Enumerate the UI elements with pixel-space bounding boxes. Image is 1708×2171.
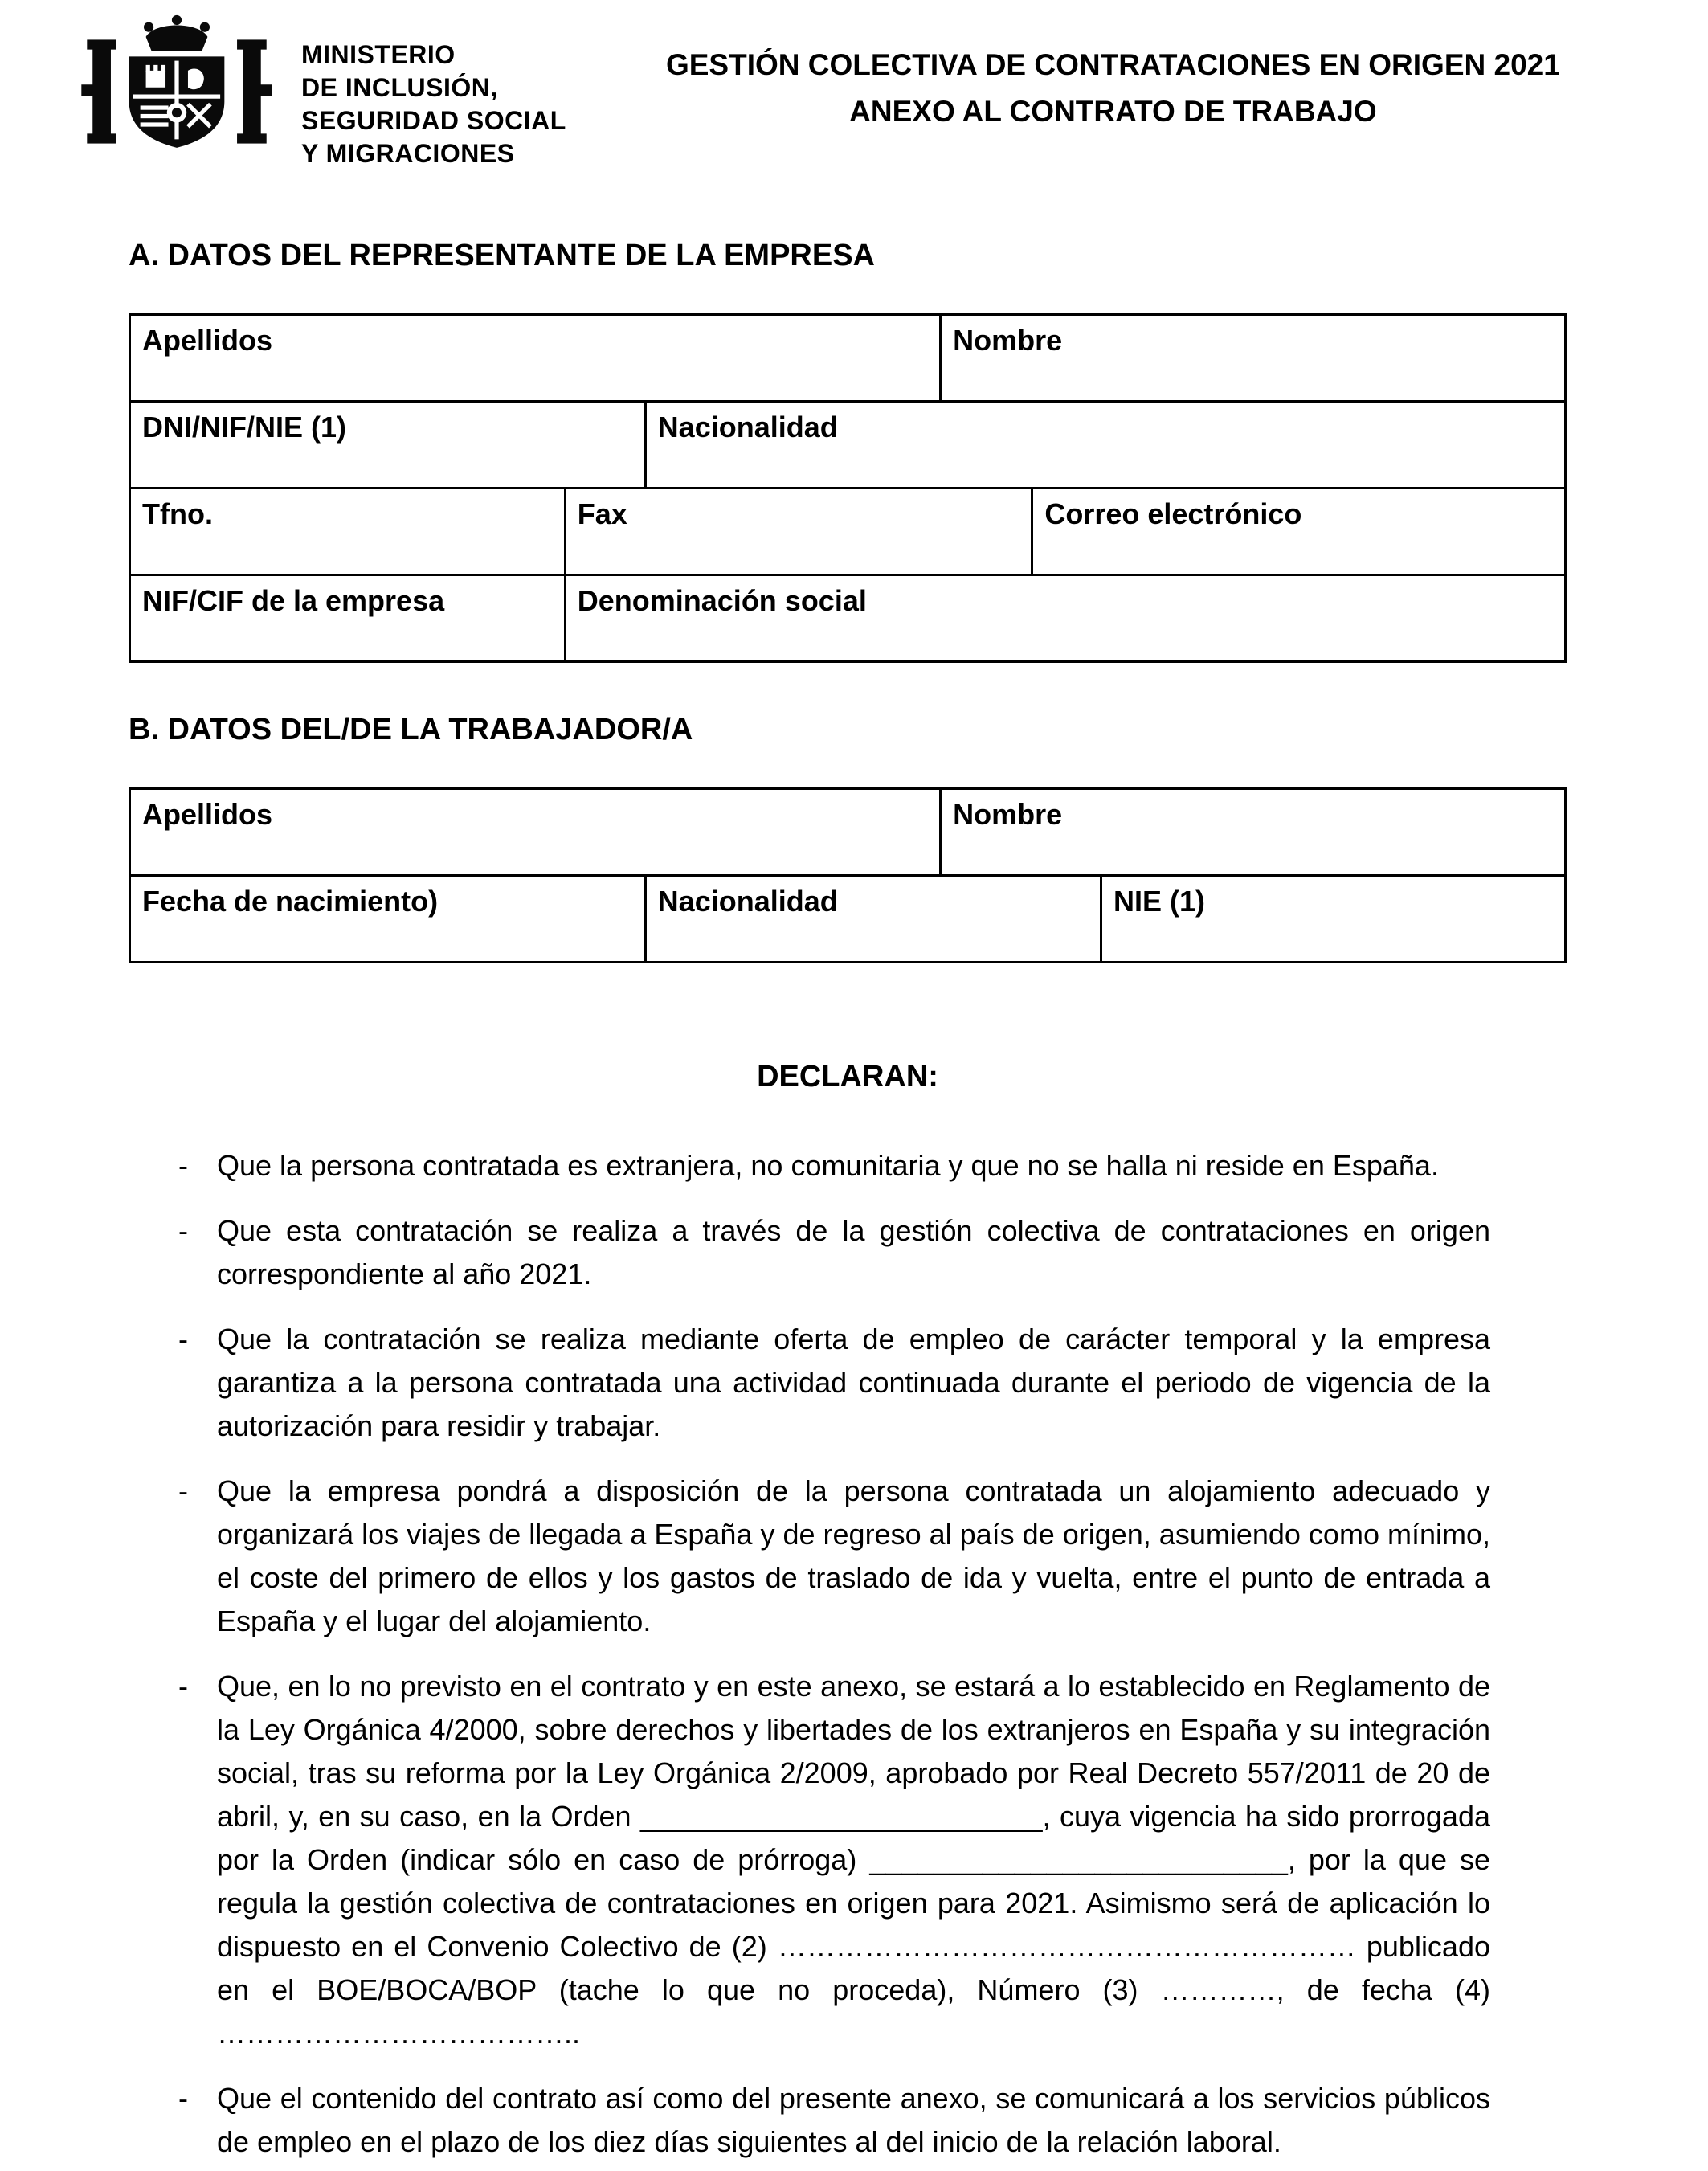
document-title-line1: GESTIÓN COLECTIVA DE CONTRATACIONES EN ORIGEN 2021 [665,48,1560,81]
declarations-list [129,1144,1567,2164]
table-row [131,874,1564,961]
document-title-line2: ANEXO AL CONTRATO DE TRABAJO [849,95,1377,128]
field-label: Correo electrónico [1044,497,1302,530]
field-nacionalidad-trabajador [644,877,1100,961]
table-row [131,400,1564,487]
ministry-line: Y MIGRACIONES [301,139,515,168]
document-body [129,239,1567,2164]
declaration-text: Que, en lo no previsto en el contrato y en este anexo, se estará a lo establecido en Reglamento de la Ley Orgánica 4/2000, sobre derechos y libertades de los extranjeros en España y su integración social, tras su reforma por la Ley Orgánica 2/2009, aprobado por Real Decreto 557/2011 de 20 de abril, y, en su caso, en la Orden _________________________, cuya vigencia ha sido prorrogada por la Orden (indicar sólo en caso de prórroga) __________________________, por la que se regula la gestión colectiva de contrataciones en origen para 2021. Asimismo será de aplicación lo dispuesto en el Convenio Colectivo de (2) …………………………………………………… publicado en el BOE/BOCA/BOP (tache lo que no proceda), Número (3) …………, de fecha (4) ……………………………….. [217,1670,1490,2050]
company-representative-table [129,313,1567,663]
bullet-dash: - [178,1474,188,1507]
table-row [131,790,1564,874]
bullet-dash: - [178,1214,188,1247]
document-header [0,0,1708,170]
field-label: Fecha de nacimiento) [142,885,439,918]
spain-coat-of-arms-icon [76,14,277,169]
declaration-item [178,1318,1490,1448]
field-label: Tfno. [142,497,213,530]
field-label: Nacionalidad [657,885,838,918]
declaration-text: Que la contratación se realiza mediante oferta de empleo de carácter temporal y la empresa garantiza a la persona contratada una actividad continuada durante el periodo de vigencia de la autorización para residir y trabajar. [217,1323,1490,1442]
field-nombre-empresa [939,316,1564,400]
field-label: Fax [577,497,627,530]
field-label: NIF/CIF de la empresa [142,584,445,617]
declaration-text: Que el contenido del contrato así como del presente anexo, se comunicará a los servicios públicos de empleo en el plazo de los diez días siguientes al del inicio de la relación laboral. [217,2082,1490,2158]
field-label: Apellidos [142,798,273,831]
field-label: Nombre [953,324,1063,357]
field-denominacion-social [564,576,1564,660]
declaration-item [178,1209,1490,1296]
field-label: Nacionalidad [657,411,838,444]
field-nif-cif-empresa [131,576,564,660]
field-label: Nombre [953,798,1063,831]
field-nacionalidad-empresa [644,403,1564,487]
field-dni-nif-nie [131,403,644,487]
ministry-line: MINISTERIO [301,40,456,69]
document-title [566,14,1660,135]
field-label: Apellidos [142,324,273,357]
section-a-heading: A. DATOS DEL REPRESENTANTE DE LA EMPRESA [129,239,875,272]
declaration-item [178,1665,1490,2055]
declaration-text: Que la empresa pondrá a disposición de la persona contratada un alojamiento adecuado y organizará los viajes de llegada a España y de regreso al país de origen, asumiendo como mínimo, el coste del primero de ellos y los gastos de traslado de ida y vuelta, entre el punto de entrada a España y el lugar del alojamiento. [217,1474,1490,1637]
field-tfno [131,489,564,574]
field-nombre-trabajador [939,790,1564,874]
field-label: Denominación social [577,584,867,617]
field-nie [1100,877,1564,961]
field-fecha-nacimiento [131,877,644,961]
ministry-line: DE INCLUSIÓN, [301,73,498,102]
declaration-item [178,1470,1490,1643]
declaran-heading: DECLARAN: [757,1060,938,1094]
ministry-name [301,14,566,170]
worker-table [129,787,1567,963]
declaration-item [178,1144,1490,1188]
declaration-text: Que la persona contratada es extranjera, no comunitaria y que no se halla ni reside en España. [217,1149,1439,1182]
ministry-line: SEGURIDAD SOCIAL [301,106,566,135]
bullet-dash: - [178,1323,188,1355]
table-row [131,574,1564,660]
field-label: DNI/NIF/NIE (1) [142,411,347,444]
bullet-dash: - [178,2082,188,2115]
field-apellidos-empresa [131,316,939,400]
declaration-item [178,2077,1490,2164]
section-b-heading: B. DATOS DEL/DE LA TRABAJADOR/A [129,713,693,746]
bullet-dash: - [178,1149,188,1182]
bullet-dash: - [178,1670,188,1703]
field-correo-electronico [1031,489,1564,574]
declaration-text: Que esta contratación se realiza a través de la gestión colectiva de contrataciones en origen correspondiente al año 2021. [217,1214,1490,1290]
field-apellidos-trabajador [131,790,939,874]
field-label: NIE (1) [1113,885,1205,918]
field-fax [564,489,1032,574]
table-row [131,316,1564,400]
table-row [131,487,1564,574]
